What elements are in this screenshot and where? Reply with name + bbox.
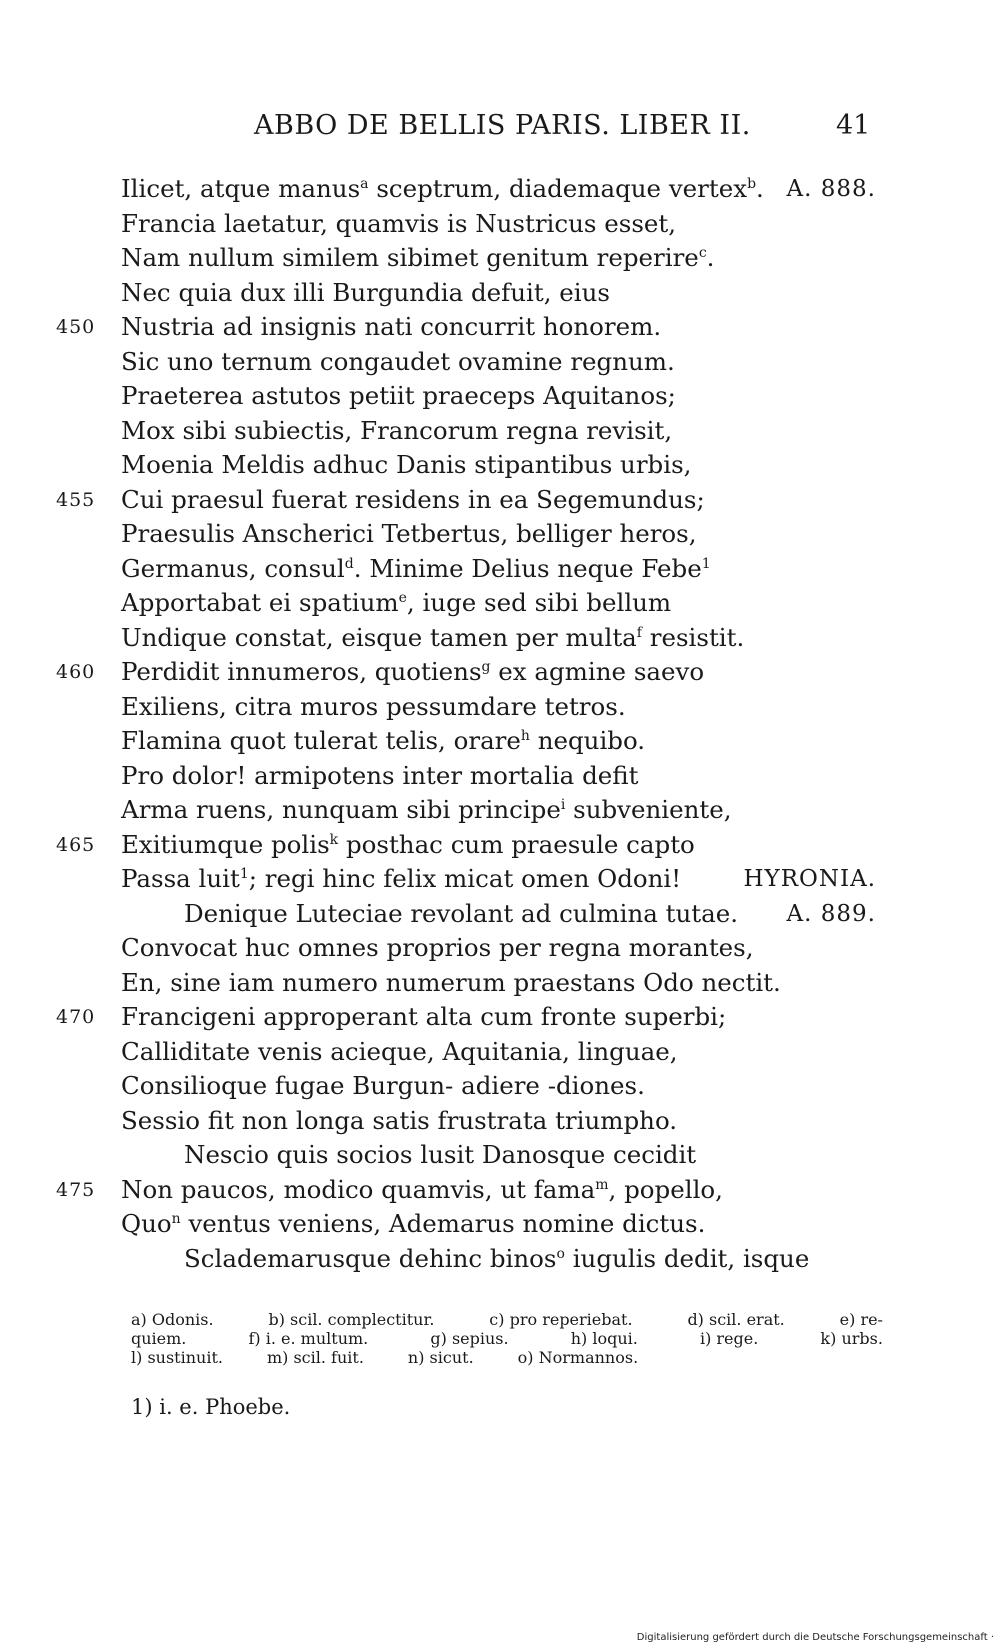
verse-line: [0, 793, 1000, 828]
verse-line: [0, 621, 1000, 656]
line-text: Passa luit$^1$; regi hinc felix micat omen Odoni!: [121, 864, 682, 893]
verse-line: [0, 931, 1000, 966]
verse-line: [0, 379, 1000, 414]
line-text: Francigeni approperant alta cum fronte superbi;: [121, 1002, 727, 1031]
line-number: 465: [56, 833, 96, 856]
verse-line: [0, 655, 1000, 690]
line-text: Arma ruens, nunquam sibi principe$^i$ subveniente,: [121, 795, 732, 824]
line-text: Flamina quot tulerat telis, orare$^h$ nequibo.: [121, 726, 646, 755]
margin-note: A. 888.: [786, 176, 876, 202]
verse-text: [0, 172, 1000, 1276]
digitization-credit: Digitalisierung gefördert durch die Deutsche Forschungsgemeinschaft ·: [636, 1632, 994, 1643]
verse-line: [0, 1173, 1000, 1208]
verse-line: [0, 345, 1000, 380]
line-text: Praesulis Anscherici Tetbertus, belliger heros,: [121, 519, 697, 548]
verse-line: [0, 897, 1000, 932]
line-text: Calliditate venis acieque, Aquitania, linguae,: [121, 1036, 678, 1066]
verse-line: [0, 1104, 1000, 1139]
verse-line: [0, 414, 1000, 449]
margin-note: HYRONIA.: [743, 866, 876, 892]
line-text: Quo$^n$ ventus veniens, Ademarus nomine dictus.: [121, 1209, 706, 1238]
running-title: ABBO DE BELLIS PARIS. LIBER II.: [254, 110, 751, 141]
verse-line: [0, 862, 1000, 897]
line-text: Exitiumque polis$^k$ posthac cum praesule capto: [121, 829, 695, 859]
line-number: 450: [56, 316, 96, 338]
verse-line: [0, 1000, 1000, 1035]
page-header: [0, 110, 1000, 150]
verse-line: [0, 1207, 1000, 1242]
line-number: 460: [56, 661, 96, 683]
verse-line: [0, 966, 1000, 1001]
verse-line: [0, 690, 1000, 725]
line-text: Nam nullum similem sibimet genitum reperire$^c$.: [121, 243, 715, 272]
line-text: Denique Luteciae revolant ad culmina tutae.: [184, 898, 739, 928]
page-number: 41: [836, 110, 871, 141]
verse-line: [0, 828, 1000, 863]
notes-row: quiem. f) i. e. multum. g) sepius. h) loqui. i) rege. k) urbs.: [131, 1329, 883, 1348]
line-text: Convocat huc omnes proprios per regna morantes,: [121, 933, 754, 962]
verse-line: [0, 1242, 1000, 1277]
line-text: Non paucos, modico quamvis, ut fama$^m$, popello,: [121, 1174, 723, 1204]
verse-line: [0, 483, 1000, 518]
line-text: Sessio fit non longa satis frustrata triumpho.: [121, 1105, 678, 1135]
verse-line: [0, 517, 1000, 552]
line-number: 470: [56, 1006, 96, 1028]
line-text: Germanus, consul$^d$. Minime Delius neque Febe$^1$: [121, 553, 711, 583]
line-text: Exiliens, citra muros pessumdare tetros.: [121, 691, 626, 721]
line-text: Nec quia dux illi Burgundia defuit, eius: [121, 277, 610, 307]
line-text: Sclademarusque dehinc binos$^o$ iugulis dedit, isque: [184, 1243, 810, 1273]
line-text: En, sine iam numero numerum praestans Odo nectit.: [121, 967, 781, 997]
line-text: Pro dolor! armipotens inter mortalia defit: [121, 760, 639, 790]
critical-notes: [131, 1310, 883, 1367]
line-text: Ilicet, atque manus$^a$ sceptrum, diademaque vertex$^b$.: [121, 174, 764, 203]
verse-line: [0, 207, 1000, 242]
line-text: Consilioque fugae Burgun- adiere -diones.: [121, 1071, 645, 1100]
verse-line: [0, 724, 1000, 759]
verse-line: [0, 241, 1000, 276]
line-text: Nustria ad insignis nati concurrit honorem.: [121, 312, 662, 341]
verse-line: [0, 1069, 1000, 1104]
footnote: 1) i. e. Phoebe.: [131, 1395, 291, 1419]
verse-line: [0, 759, 1000, 794]
line-text: Nescio quis socios lusit Danosque cecidit: [184, 1140, 697, 1169]
line-text: Apportabat ei spatium$^e$, iuge sed sibi bellum: [121, 588, 672, 617]
notes-row: l) sustinuit. m) scil. fuit. n) sicut. o) Normannos.: [131, 1348, 639, 1367]
line-text: Cui praesul fuerat residens in ea Segemundus;: [121, 484, 705, 514]
notes-row: a) Odonis. b) scil. complectitur. c) pro reperiebat. d) scil. erat. e) re-: [131, 1310, 883, 1329]
verse-line: [0, 172, 1000, 207]
line-text: Francia laetatur, quamvis is Nustricus esset,: [121, 208, 677, 238]
line-text: Sic uno ternum congaudet ovamine regnum.: [121, 346, 675, 376]
line-number: 455: [56, 488, 96, 511]
line-text: Undique constat, eisque tamen per multa$^f$ resistit.: [121, 622, 745, 652]
verse-line: [0, 1138, 1000, 1173]
line-text: Mox sibi subiectis, Francorum regna revisit,: [121, 415, 673, 445]
line-text: Moenia Meldis adhuc Danis stipantibus urbis,: [121, 450, 692, 479]
line-number: 475: [56, 1178, 96, 1201]
verse-line: [0, 586, 1000, 621]
verse-line: [0, 276, 1000, 311]
verse-line: [0, 310, 1000, 345]
margin-note: A. 889.: [786, 900, 876, 927]
verse-line: [0, 552, 1000, 587]
verse-line: [0, 1035, 1000, 1070]
verse-line: [0, 448, 1000, 483]
line-text: Perdidit innumeros, quotiens$^g$ ex agmine saevo: [121, 657, 705, 686]
line-text: Praeterea astutos petiit praeceps Aquitanos;: [121, 381, 676, 410]
